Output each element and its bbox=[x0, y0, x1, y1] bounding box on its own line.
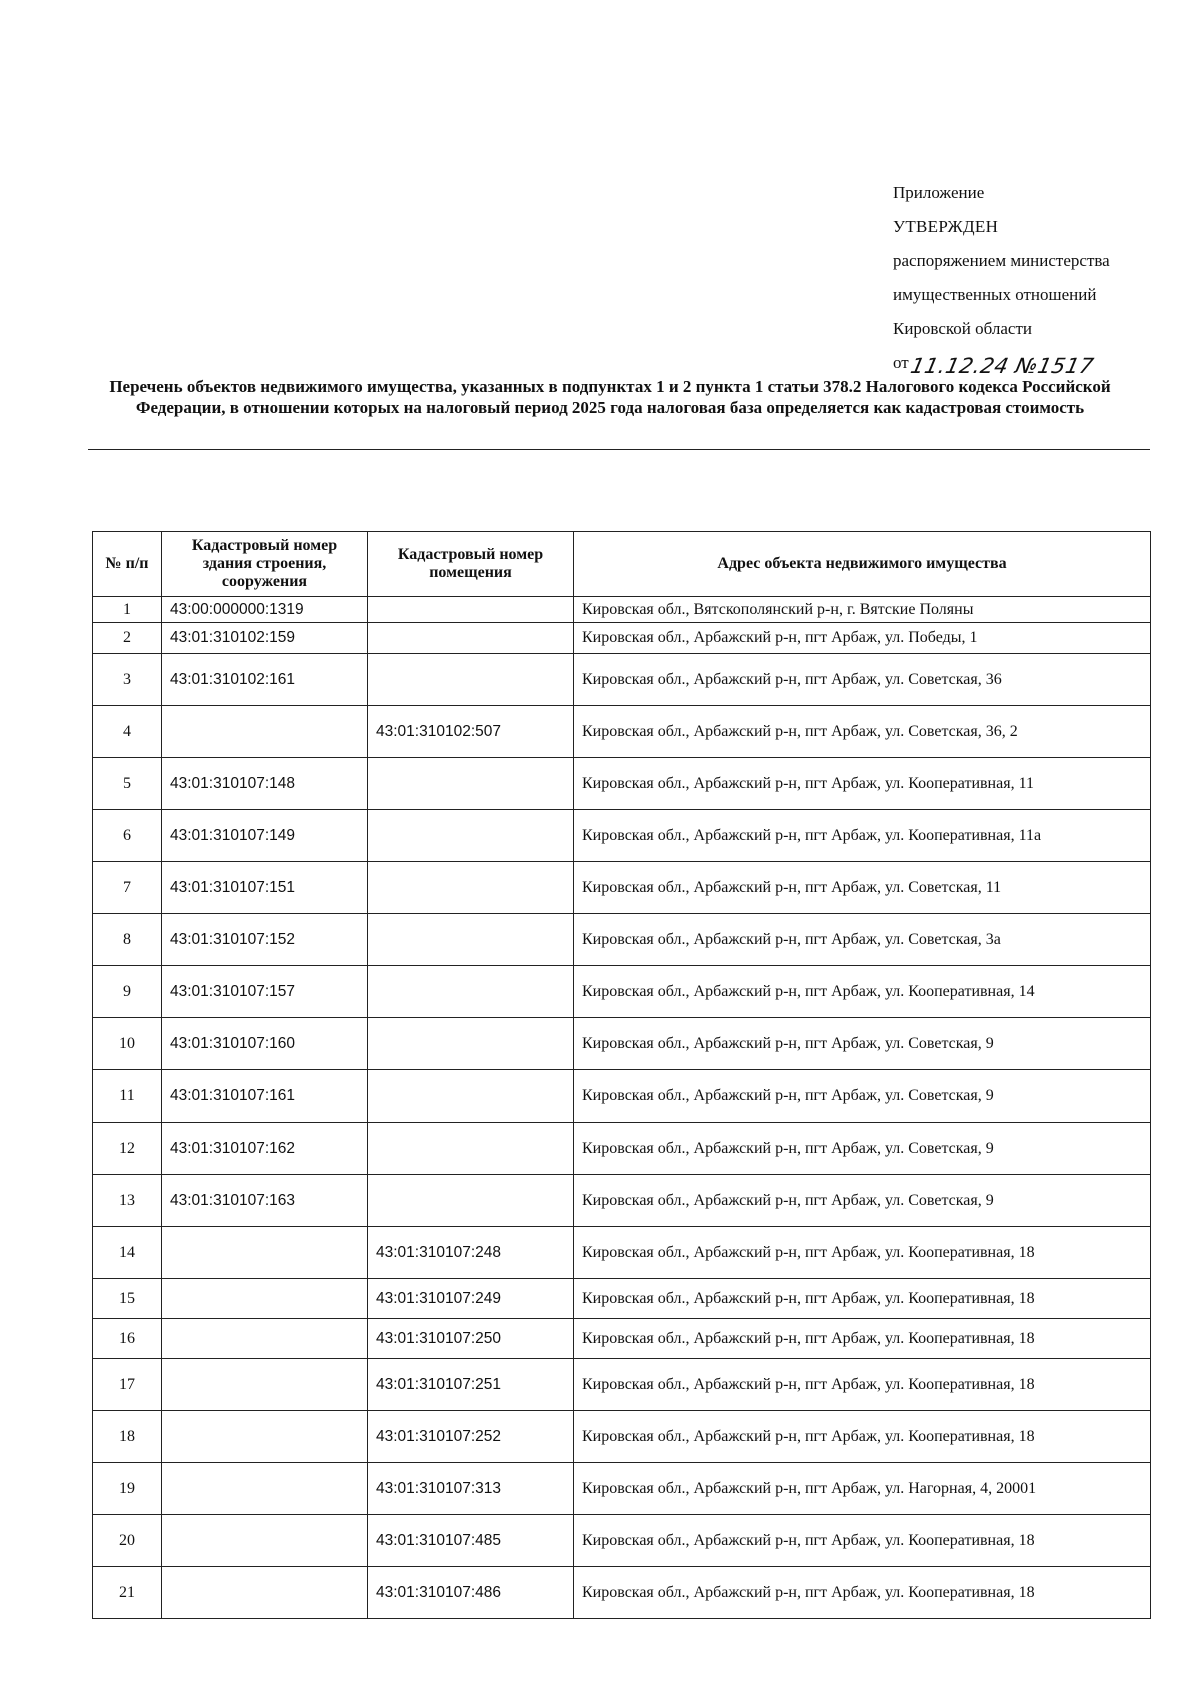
title-divider bbox=[88, 449, 1150, 450]
approved-by-line-3: Кировской области bbox=[893, 319, 1032, 338]
building-cadastral-number: 43:01:310107:149 bbox=[162, 810, 368, 862]
table-row bbox=[93, 1463, 1151, 1515]
property-address: Кировская обл., Арбажский р-н, пгт Арбаж, ул. Нагорная, 4, 20001 bbox=[574, 1463, 1151, 1515]
table-row bbox=[93, 810, 1151, 862]
building-cadastral-number: 43:01:310102:161 bbox=[162, 654, 368, 706]
table-row bbox=[93, 1227, 1151, 1279]
header-num: № п/п bbox=[93, 532, 162, 597]
premises-cadastral-number: 43:01:310107:313 bbox=[368, 1463, 574, 1515]
appendix-block bbox=[893, 176, 1110, 380]
table-row bbox=[93, 758, 1151, 810]
premises-cadastral-number bbox=[368, 1018, 574, 1070]
property-address: Кировская обл., Арбажский р-н, пгт Арбаж, ул. Кооперативная, 18 bbox=[574, 1319, 1151, 1359]
premises-cadastral-number: 43:01:310107:252 bbox=[368, 1411, 574, 1463]
premises-cadastral-number: 43:01:310107:249 bbox=[368, 1279, 574, 1319]
building-cadastral-number bbox=[162, 706, 368, 758]
building-cadastral-number bbox=[162, 1567, 368, 1619]
row-number: 18 bbox=[93, 1411, 162, 1463]
property-address: Кировская обл., Арбажский р-н, пгт Арбаж, ул. Советская, 9 bbox=[574, 1018, 1151, 1070]
building-cadastral-number bbox=[162, 1463, 368, 1515]
table-body bbox=[93, 597, 1151, 1619]
property-address: Кировская обл., Арбажский р-н, пгт Арбаж, ул. Советская, 11 bbox=[574, 862, 1151, 914]
property-address: Кировская обл., Вятскополянский р-н, г. Вятские Поляны bbox=[574, 597, 1151, 623]
property-address: Кировская обл., Арбажский р-н, пгт Арбаж, ул. Советская, 9 bbox=[574, 1070, 1151, 1123]
row-number: 8 bbox=[93, 914, 162, 966]
row-number: 21 bbox=[93, 1567, 162, 1619]
premises-cadastral-number bbox=[368, 654, 574, 706]
table-row bbox=[93, 706, 1151, 758]
table-row bbox=[93, 623, 1151, 654]
building-cadastral-number: 43:01:310107:160 bbox=[162, 1018, 368, 1070]
building-cadastral-number: 43:01:310107:157 bbox=[162, 966, 368, 1018]
premises-cadastral-number: 43:01:310102:507 bbox=[368, 706, 574, 758]
header-address: Адрес объекта недвижимого имущества bbox=[574, 532, 1151, 597]
approval-date-line bbox=[893, 346, 1110, 380]
table-row bbox=[93, 1018, 1151, 1070]
table-row bbox=[93, 1175, 1151, 1227]
table-row bbox=[93, 862, 1151, 914]
building-cadastral-number: 43:01:310107:161 bbox=[162, 1070, 368, 1123]
property-address: Кировская обл., Арбажский р-н, пгт Арбаж, ул. Кооперативная, 18 bbox=[574, 1359, 1151, 1411]
row-number: 3 bbox=[93, 654, 162, 706]
row-number: 1 bbox=[93, 597, 162, 623]
premises-cadastral-number: 43:01:310107:251 bbox=[368, 1359, 574, 1411]
property-address: Кировская обл., Арбажский р-н, пгт Арбаж, ул. Кооперативная, 18 bbox=[574, 1411, 1151, 1463]
table-row bbox=[93, 1279, 1151, 1319]
property-address: Кировская обл., Арбажский р-н, пгт Арбаж, ул. Кооперативная, 18 bbox=[574, 1279, 1151, 1319]
property-address: Кировская обл., Арбажский р-н, пгт Арбаж, ул. Советская, 36 bbox=[574, 654, 1151, 706]
property-address: Кировская обл., Арбажский р-н, пгт Арбаж, ул. Советская, 9 bbox=[574, 1123, 1151, 1175]
row-number: 9 bbox=[93, 966, 162, 1018]
property-address: Кировская обл., Арбажский р-н, пгт Арбаж, ул. Кооперативная, 18 bbox=[574, 1515, 1151, 1567]
property-address: Кировская обл., Арбажский р-н, пгт Арбаж, ул. Кооперативная, 18 bbox=[574, 1567, 1151, 1619]
header-building-cadastral: Кадастровый номер здания строения, сооружения bbox=[162, 532, 368, 597]
table-row bbox=[93, 1070, 1151, 1123]
table-row bbox=[93, 1123, 1151, 1175]
building-cadastral-number: 43:01:310107:151 bbox=[162, 862, 368, 914]
row-number: 4 bbox=[93, 706, 162, 758]
premises-cadastral-number: 43:01:310107:248 bbox=[368, 1227, 574, 1279]
approved-label: УТВЕРЖДЕН bbox=[893, 217, 999, 236]
property-address: Кировская обл., Арбажский р-н, пгт Арбаж, ул. Советская, 3а bbox=[574, 914, 1151, 966]
date-prefix: от bbox=[893, 353, 909, 372]
premises-cadastral-number bbox=[368, 914, 574, 966]
premises-cadastral-number bbox=[368, 1175, 574, 1227]
premises-cadastral-number: 43:01:310107:485 bbox=[368, 1515, 574, 1567]
building-cadastral-number: 43:01:310107:148 bbox=[162, 758, 368, 810]
property-table bbox=[92, 531, 1151, 1619]
property-address: Кировская обл., Арбажский р-н, пгт Арбаж, ул. Советская, 9 bbox=[574, 1175, 1151, 1227]
building-cadastral-number: 43:01:310107:163 bbox=[162, 1175, 368, 1227]
building-cadastral-number: 43:01:310107:152 bbox=[162, 914, 368, 966]
row-number: 19 bbox=[93, 1463, 162, 1515]
building-cadastral-number bbox=[162, 1359, 368, 1411]
property-address: Кировская обл., Арбажский р-н, пгт Арбаж, ул. Победы, 1 bbox=[574, 623, 1151, 654]
premises-cadastral-number bbox=[368, 1070, 574, 1123]
property-address: Кировская обл., Арбажский р-н, пгт Арбаж, ул. Кооперативная, 18 bbox=[574, 1227, 1151, 1279]
building-cadastral-number bbox=[162, 1227, 368, 1279]
building-cadastral-number bbox=[162, 1279, 368, 1319]
building-cadastral-number bbox=[162, 1515, 368, 1567]
table-row bbox=[93, 966, 1151, 1018]
building-cadastral-number: 43:00:000000:1319 bbox=[162, 597, 368, 623]
row-number: 6 bbox=[93, 810, 162, 862]
handwritten-date: 11.12.24 №1517 bbox=[908, 354, 1096, 378]
row-number: 17 bbox=[93, 1359, 162, 1411]
table-row bbox=[93, 597, 1151, 623]
row-number: 13 bbox=[93, 1175, 162, 1227]
premises-cadastral-number: 43:01:310107:250 bbox=[368, 1319, 574, 1359]
row-number: 20 bbox=[93, 1515, 162, 1567]
row-number: 2 bbox=[93, 623, 162, 654]
premises-cadastral-number: 43:01:310107:486 bbox=[368, 1567, 574, 1619]
premises-cadastral-number bbox=[368, 758, 574, 810]
building-cadastral-number: 43:01:310107:162 bbox=[162, 1123, 368, 1175]
table-row bbox=[93, 1567, 1151, 1619]
row-number: 5 bbox=[93, 758, 162, 810]
building-cadastral-number bbox=[162, 1319, 368, 1359]
property-address: Кировская обл., Арбажский р-н, пгт Арбаж, ул. Кооперативная, 11а bbox=[574, 810, 1151, 862]
table-row bbox=[93, 654, 1151, 706]
premises-cadastral-number bbox=[368, 862, 574, 914]
premises-cadastral-number bbox=[368, 597, 574, 623]
row-number: 10 bbox=[93, 1018, 162, 1070]
table-row bbox=[93, 1411, 1151, 1463]
row-number: 12 bbox=[93, 1123, 162, 1175]
property-address: Кировская обл., Арбажский р-н, пгт Арбаж, ул. Кооперативная, 11 bbox=[574, 758, 1151, 810]
building-cadastral-number: 43:01:310102:159 bbox=[162, 623, 368, 654]
table-row bbox=[93, 914, 1151, 966]
row-number: 14 bbox=[93, 1227, 162, 1279]
premises-cadastral-number bbox=[368, 810, 574, 862]
premises-cadastral-number bbox=[368, 1123, 574, 1175]
table-row bbox=[93, 1359, 1151, 1411]
header-premises-cadastral: Кадастровый номер помещения bbox=[368, 532, 574, 597]
building-cadastral-number bbox=[162, 1411, 368, 1463]
approved-by-line-1: распоряжением министерства bbox=[893, 251, 1110, 270]
row-number: 7 bbox=[93, 862, 162, 914]
appendix-label: Приложение bbox=[893, 183, 985, 202]
table-header-row bbox=[93, 532, 1151, 597]
property-address: Кировская обл., Арбажский р-н, пгт Арбаж, ул. Советская, 36, 2 bbox=[574, 706, 1151, 758]
property-address: Кировская обл., Арбажский р-н, пгт Арбаж, ул. Кооперативная, 14 bbox=[574, 966, 1151, 1018]
row-number: 15 bbox=[93, 1279, 162, 1319]
approved-by-line-2: имущественных отношений bbox=[893, 285, 1097, 304]
row-number: 16 bbox=[93, 1319, 162, 1359]
premises-cadastral-number bbox=[368, 966, 574, 1018]
premises-cadastral-number bbox=[368, 623, 574, 654]
table-row bbox=[93, 1319, 1151, 1359]
document-title: Перечень объектов недвижимого имущества, указанных в подпунктах 1 и 2 пункта 1 статьи 378.2 Налогового кодекса Российской Федерации, в отношении которых на налоговый период 2025 года налоговая база определяется как кадастровая стоимость bbox=[109, 377, 1111, 417]
row-number: 11 bbox=[93, 1070, 162, 1123]
table-row bbox=[93, 1515, 1151, 1567]
